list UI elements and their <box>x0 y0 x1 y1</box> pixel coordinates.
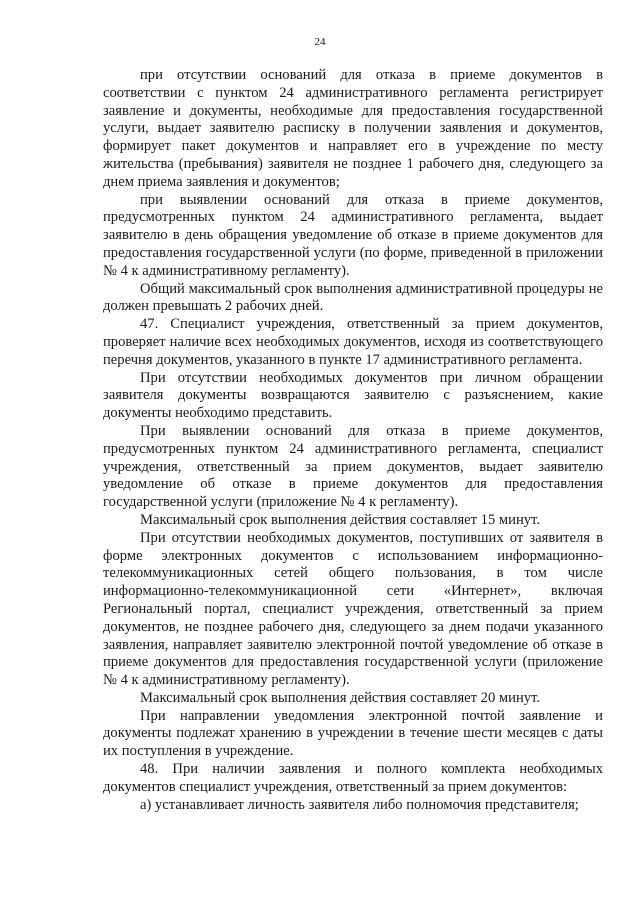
page-number: 24 <box>314 36 326 48</box>
paragraph-9: Максимальный срок выполнения действия составляет 20 минут. <box>140 689 540 706</box>
paragraph-5: При отсутствии необходимых документов при личном обращении заявителя документы возвращаются заявителю с разъяснением, какие документы необходимо представить. <box>103 369 603 422</box>
paragraph-8: При отсутствии необходимых документов, поступивших от заявителя в форме электронных документов с использованием информационно-телекоммуникационных сетей общего пользования, в том числе информационно-телекоммуникационной сети «Интернет», включая Региональный портал, специалист учреждения, ответственный за прием документов, не позднее рабочего дня, следующего за днем подачи указанного заявления, направляет заявителю электронной почтой уведомление об отказе в приеме документов для предоставления государственной услуги (приложение № 4 к административному регламенту). <box>103 529 603 689</box>
document-body <box>103 67 603 814</box>
paragraph-11: 48. При наличии заявления и полного комплекта необходимых документов специалист учреждения, ответственный за прием документов: <box>103 761 603 795</box>
paragraph-7: Максимальный срок выполнения действия составляет 15 минут. <box>140 511 540 528</box>
paragraph-1: при отсутствии оснований для отказа в приеме документов в соответствии с пунктом 24 административного регламента регистрирует заявление и документы, необходимые для предоставления государственной услуги, выдает заявителю расписку в получении заявления и документов, формирует пакет документов и направляет его в учреждение по месту жительства (пребывания) заявителя не позднее 1 рабочего дня, следующего за днем приема заявления и документов; <box>103 67 603 190</box>
paragraph-12: а) устанавливает личность заявителя либо полномочия представителя; <box>140 796 579 813</box>
paragraph-6: При выявлении оснований для отказа в приеме документов, предусмотренных пунктом 24 административного регламента, специалист учреждения, ответственный за прием документов, выдает заявителю уведомление об отказе в приеме документов для предоставления государственной услуги (приложение № 4 к регламенту). <box>103 422 603 511</box>
paragraph-10: При направлении уведомления электронной почтой заявление и документы подлежат хранению в учреждении в течение шести месяцев с даты их поступления в учреждение. <box>103 707 603 760</box>
paragraph-3: Общий максимальный срок выполнения административной процедуры не должен превышать 2 рабочих дней. <box>103 280 603 315</box>
paragraph-4: 47. Специалист учреждения, ответственный за прием документов, проверяет наличие всех необходимых документов, исходя из соответствующего перечня документов, указанного в пункте 17 административного регламента. <box>103 316 603 368</box>
paragraph-2: при выявлении оснований для отказа в приеме документов, предусмотренных пунктом 24 административного регламента, выдает заявителю в день обращения уведомление об отказе в приеме документов для предоставления государственной услуги (по форме, приведенной в приложении № 4 к административному регламенту). <box>103 191 603 279</box>
